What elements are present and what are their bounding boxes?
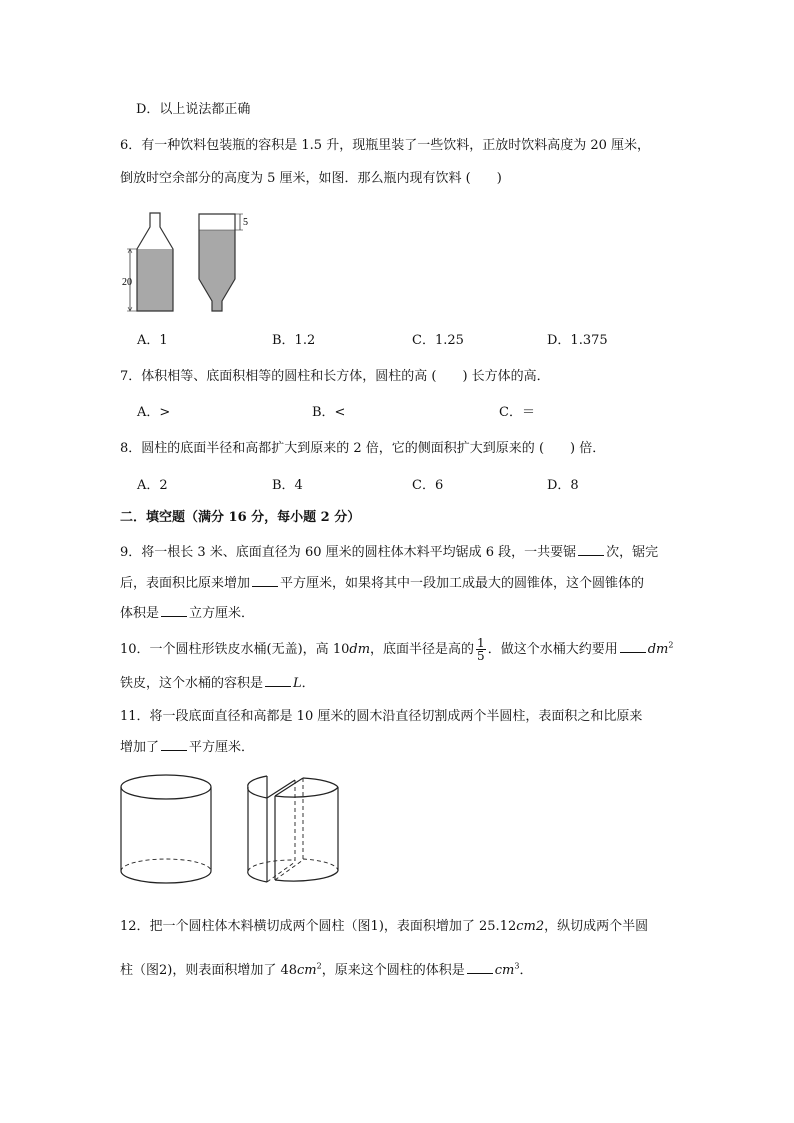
q9-line1 — [120, 543, 658, 562]
q10-line1 — [120, 637, 673, 662]
q6-bottle-figure — [118, 205, 258, 317]
q7-option-a: A．> — [137, 405, 171, 420]
q11-line1: 11．将一段底面直径和高都是 10 厘米的圆木沿直径切割成两个半圆柱，表面积之和比原来 — [120, 709, 643, 724]
q12-blank[interactable] — [467, 961, 493, 974]
q8-option-d: D．8 — [547, 478, 579, 493]
split-cylinder — [248, 776, 338, 882]
section-2-title: 二．填空题（满分 16 分，每小题 2 分） — [120, 510, 361, 525]
q12-line1 — [120, 918, 648, 936]
inverted-bottle — [199, 214, 248, 311]
q10-blank-2[interactable] — [265, 674, 291, 687]
q10-unit-dm: dm — [349, 642, 371, 657]
q10-line1-a: 10．一个圆柱形铁皮水桶(无盖)，高 10 — [120, 642, 350, 657]
q9-line3-b: 立方厘米． — [189, 606, 255, 621]
q10-blank-1[interactable] — [620, 640, 646, 653]
q6-option-d: D．1.375 — [547, 333, 608, 348]
q10-frac-num: 1 — [477, 636, 485, 650]
q10-unit-dm2: dm — [647, 642, 669, 657]
q9-line1-b: 次，锯完 — [606, 545, 659, 560]
q12-unit-cm: cm — [297, 963, 317, 978]
q10-unit-l: L — [293, 676, 302, 691]
q9-blank-1[interactable] — [578, 543, 604, 556]
q6-stem-line1: 6．有一种饮料包装瓶的容积是 1.5 升，现瓶里装了一些饮料，正放时饮料高度为 20 厘米， — [120, 138, 651, 153]
q9-line2 — [120, 574, 644, 593]
q6-stem-line2: 倒放时空余部分的高度为 5 厘米，如图．那么瓶内现有饮料 ( ) — [120, 171, 502, 186]
q5-option-d: D．以上说法都正确 — [136, 102, 251, 117]
q6-option-b: B．1.2 — [272, 333, 316, 348]
q12-line1-b: ，纵切成两个半圆 — [544, 919, 649, 934]
q9-blank-3[interactable] — [161, 604, 187, 617]
q12-line2 — [120, 961, 532, 980]
q12-sup3: 3 — [514, 961, 520, 971]
q11-line2-a: 增加了 — [120, 740, 160, 755]
label-5: 5 — [243, 217, 248, 228]
q12-unit-cm2: cm2 — [516, 919, 545, 934]
q7-option-c: C．＝ — [499, 405, 535, 420]
q12-line2-a: 柱（图2)，则表面积增加了 48 — [120, 963, 298, 978]
q10-line2-a: 铁皮，这个水桶的容积是 — [120, 676, 264, 691]
whole-cylinder — [121, 775, 211, 883]
q7-stem: 7．体积相等、底面积相等的圆柱和长方体，圆柱的高 ( ) 长方体的高． — [120, 369, 550, 384]
label-20: 20 — [122, 277, 132, 288]
q6-option-c: C．1.25 — [412, 333, 464, 348]
q10-frac-den: 5 — [477, 649, 485, 663]
q10-line1-c: ．做这个水桶大约要用 — [487, 642, 618, 657]
q10-sup2: 2 — [668, 640, 674, 650]
q10-line1-b: ，底面半径是高的 — [370, 642, 475, 657]
q9-line3 — [120, 604, 254, 623]
q6-option-a: A．1 — [137, 333, 168, 348]
q12-line1-a: 12．把一个圆柱体木料横切成两个圆柱（图1)，表面积增加了 25.12 — [120, 919, 517, 934]
q12-sup2: 2 — [316, 961, 322, 971]
upright-bottle — [122, 213, 173, 311]
q10-fraction — [476, 637, 486, 662]
q11-cylinder-figure — [115, 770, 355, 895]
q10-line2-b: ． — [301, 676, 315, 691]
q9-line2-b: 平方厘米，如果将其中一段加工成最大的圆锥体，这个圆锥体的 — [280, 576, 645, 591]
q8-option-a: A．2 — [137, 478, 168, 493]
q9-line2-a: 后，表面积比原来增加 — [120, 576, 251, 591]
q11-line2 — [120, 738, 254, 757]
q8-option-c: C．6 — [412, 478, 444, 493]
q9-line1-a: 9．将一根长 3 米、底面直径为 60 厘米的圆柱体木料平均锯成 6 段，一共要锯 — [120, 545, 577, 560]
q11-line2-b: 平方厘米． — [189, 740, 255, 755]
q12-line2-c: ． — [519, 963, 533, 978]
q12-unit-cm3: cm — [494, 963, 515, 978]
q12-line2-b: ，原来这个圆柱的体积是 — [321, 963, 465, 978]
q7-option-b: B．< — [312, 405, 346, 420]
q8-option-b: B．4 — [272, 478, 303, 493]
q10-line2 — [120, 674, 315, 693]
q9-blank-2[interactable] — [252, 574, 278, 587]
q8-stem: 8．圆柱的底面半径和高都扩大到原来的 2 倍，它的侧面积扩大到原来的 ( ) 倍． — [120, 441, 606, 456]
q9-line3-a: 体积是 — [120, 606, 160, 621]
q11-blank[interactable] — [161, 738, 187, 751]
